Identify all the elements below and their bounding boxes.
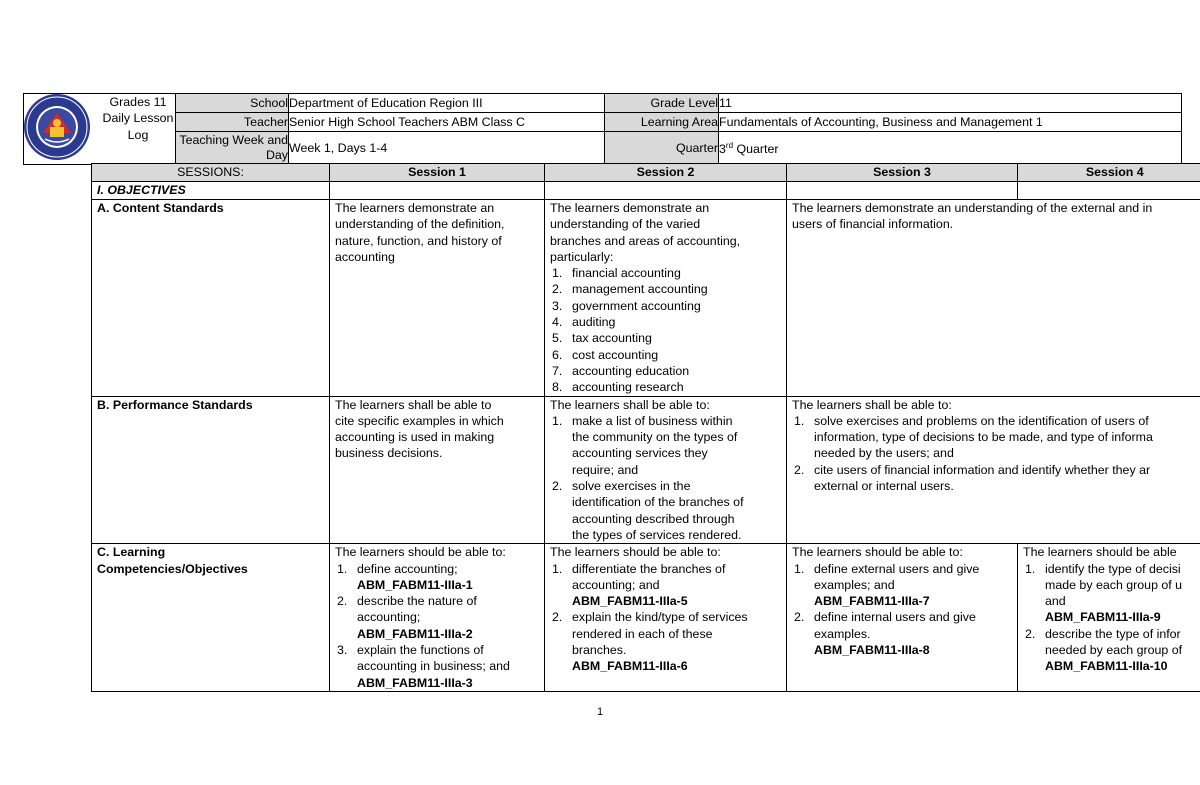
- content-s34: [787, 200, 1200, 397]
- list-item: 1. define external users and give examples; and ABM_FABM11-IIIa-7: [792, 561, 1012, 610]
- competency-code: ABM_FABM11-IIIa-8: [814, 643, 930, 658]
- content-s1-line: understanding of the definition,: [335, 217, 505, 232]
- quarter-word: Quarter: [733, 142, 779, 157]
- list-item: 1. define accounting; ABM_FABM11-IIIa-1: [335, 561, 539, 594]
- school-value: Department of Education Region III: [289, 94, 605, 113]
- competencies-s3-list: [792, 561, 1012, 659]
- content-s34-line: users of financial information.: [792, 217, 954, 232]
- content-standards-label: A. Content Standards: [92, 200, 330, 397]
- list-item: 4. auditing: [552, 315, 616, 330]
- lesson-log-table: [91, 163, 1200, 692]
- competencies-label: C. Learning Competencies/Objectives: [92, 544, 330, 692]
- teacher-value: Senior High School Teachers ABM Class C: [289, 113, 605, 132]
- learning-area-label: Learning Area: [605, 113, 719, 132]
- content-s2: [545, 200, 787, 397]
- competencies-s4-list: [1023, 561, 1200, 675]
- content-s2-line: The learners demonstrate an: [550, 201, 710, 215]
- page-number: 1: [596, 706, 604, 718]
- objectives-label: I. OBJECTIVES: [92, 182, 330, 200]
- session-2-header: Session 2: [545, 164, 787, 182]
- performance-s2: The learners shall be able to: 1. make a list of business within the community on the types of accounting services they require; and 2. solve exercises in the identification of the branches of accounting described through the types of services rendered.: [545, 396, 787, 544]
- content-s34-line: The learners demonstrate an understanding of the external and in: [792, 201, 1153, 215]
- content-s2-line: branches and areas of accounting,: [550, 233, 741, 248]
- content-s2-line: understanding of the varied: [550, 217, 701, 232]
- list-item: 2. explain the kind/type of services rendered in each of these branches. ABM_FABM11-IIIa-6: [550, 609, 781, 674]
- list-item: 3. explain the functions of accounting in business; and ABM_FABM11-IIIa-3: [335, 642, 539, 691]
- log-title: Grades 11 Daily Lesson Log: [102, 95, 174, 142]
- list-item: 8. accounting research: [552, 380, 684, 395]
- objectives-s4: [1018, 182, 1200, 200]
- list-item: 2. describe the nature of accounting; ABM_FABM11-IIIa-2: [335, 593, 539, 642]
- content-s2-line: particularly:: [550, 249, 614, 264]
- list-item: 5. tax accounting: [552, 331, 652, 346]
- objectives-s1: [330, 182, 545, 200]
- header-table: [23, 93, 1182, 165]
- grade-level-label: Grade Level: [605, 94, 719, 113]
- list-item: 1. make a list of business within the community on the types of accounting services they require; and: [552, 413, 738, 477]
- list-item: 1. differentiate the branches of accounting; and ABM_FABM11-IIIa-5: [550, 561, 781, 610]
- content-s1: [330, 200, 545, 397]
- session-1-header: Session 1: [330, 164, 545, 182]
- school-label: School: [176, 94, 289, 113]
- list-item: 1. financial accounting: [552, 266, 681, 281]
- teacher-label: Teacher: [176, 113, 289, 132]
- quarter-value: [719, 132, 1182, 165]
- competencies-s3: The learners should be able to: 1. define external users and give examples; and ABM_FABM11-IIIa-7 2. define internal users and give examples. ABM_FABM11-IIIa-8: [787, 544, 1018, 692]
- competency-code: ABM_FABM11-IIIa-6: [572, 659, 688, 674]
- list-item: 1. identify the type of decisi made by each group of u and ABM_FABM11-IIIa-9: [1023, 561, 1200, 626]
- list-item: 2. management accounting: [552, 282, 708, 297]
- sessions-label: SESSIONS:: [92, 164, 330, 182]
- list-item: 2. define internal users and give examples. ABM_FABM11-IIIa-8: [792, 609, 1012, 658]
- session-3-header: Session 3: [787, 164, 1018, 182]
- list-item: 6. cost accounting: [552, 347, 659, 362]
- competency-code: ABM_FABM11-IIIa-9: [1045, 610, 1161, 625]
- competency-code: ABM_FABM11-IIIa-2: [357, 626, 473, 641]
- learning-area-value: Fundamentals of Accounting, Business and Management 1: [719, 113, 1182, 132]
- competency-code: ABM_FABM11-IIIa-3: [357, 675, 473, 690]
- list-item: 3. government accounting: [552, 298, 701, 313]
- performance-standards-label: B. Performance Standards: [92, 396, 330, 544]
- competencies-s2: The learners should be able to: 1. differentiate the branches of accounting; and ABM_FABM11-IIIa-5 2. explain the kind/type of services rendered in each of these branches. ABM_FABM11-IIIa-6: [545, 544, 787, 692]
- performance-s34-list: [792, 413, 1200, 494]
- objectives-s2: [545, 182, 787, 200]
- log-title-cell: [24, 94, 176, 165]
- competency-code: ABM_FABM11-IIIa-5: [572, 594, 688, 609]
- teaching-week-value: Week 1, Days 1-4: [289, 132, 605, 165]
- competency-code: ABM_FABM11-IIIa-1: [357, 577, 473, 592]
- competency-code: ABM_FABM11-IIIa-7: [814, 594, 930, 609]
- competencies-s1: The learners should be able to: 1. define accounting; ABM_FABM11-IIIa-1 2. describe the nature of accounting; ABM_FABM11-IIIa-2 3. explain the functions of accounting in business; and ABM_FABM11-IIIa-3: [330, 544, 545, 692]
- list-item: 1. solve exercises and problems on the identification of users of information, type of decisions to be made, and type of informa needed by the users; and: [794, 413, 1153, 461]
- objectives-s3: [787, 182, 1018, 200]
- competencies-s4: The learners should be able 1. identify the type of decisi made by each group of u and ABM_FABM11-IIIa-9 2. describe the type of infor needed by each group of ABM_FABM11-IIIa-10: [1018, 544, 1200, 692]
- competencies-s1-list: [335, 561, 539, 691]
- quarter-label: Quarter: [605, 132, 719, 165]
- quarter-number: 3: [719, 142, 726, 157]
- content-s1-line: The learners demonstrate an: [335, 201, 495, 215]
- competencies-s2-list: [550, 561, 781, 675]
- branches-list: [550, 265, 781, 395]
- grade-level-value: 11: [719, 94, 1182, 113]
- performance-s1: The learners shall be able to cite specific examples in which accounting is used in making business decisions.: [330, 396, 545, 544]
- list-item: 7. accounting education: [552, 363, 690, 378]
- content-s1-line: accounting: [335, 249, 395, 264]
- list-item: 2. solve exercises in the identification of the branches of accounting described through the types of services rendered.: [552, 479, 744, 542]
- performance-s34: The learners shall be able to: 1. solve exercises and problems on the identification of users of information, type of decisions to be made, and type of informa needed by the users; and 2. cite users of financial information and identify whether they ar external or internal users.: [787, 396, 1200, 544]
- quarter-suffix: rd: [725, 141, 734, 151]
- list-item: 2. cite users of financial information and identify whether they ar external or internal users.: [794, 462, 1151, 494]
- content-s1-line: nature, function, and history of: [335, 233, 502, 248]
- performance-s2-list: [550, 413, 781, 543]
- session-4-header: Session 4: [1018, 164, 1200, 182]
- competency-code: ABM_FABM11-IIIa-10: [1045, 659, 1168, 674]
- teaching-week-label: Teaching Week and Day: [176, 132, 289, 165]
- list-item: 2. describe the type of infor needed by each group of ABM_FABM11-IIIa-10: [1023, 626, 1200, 675]
